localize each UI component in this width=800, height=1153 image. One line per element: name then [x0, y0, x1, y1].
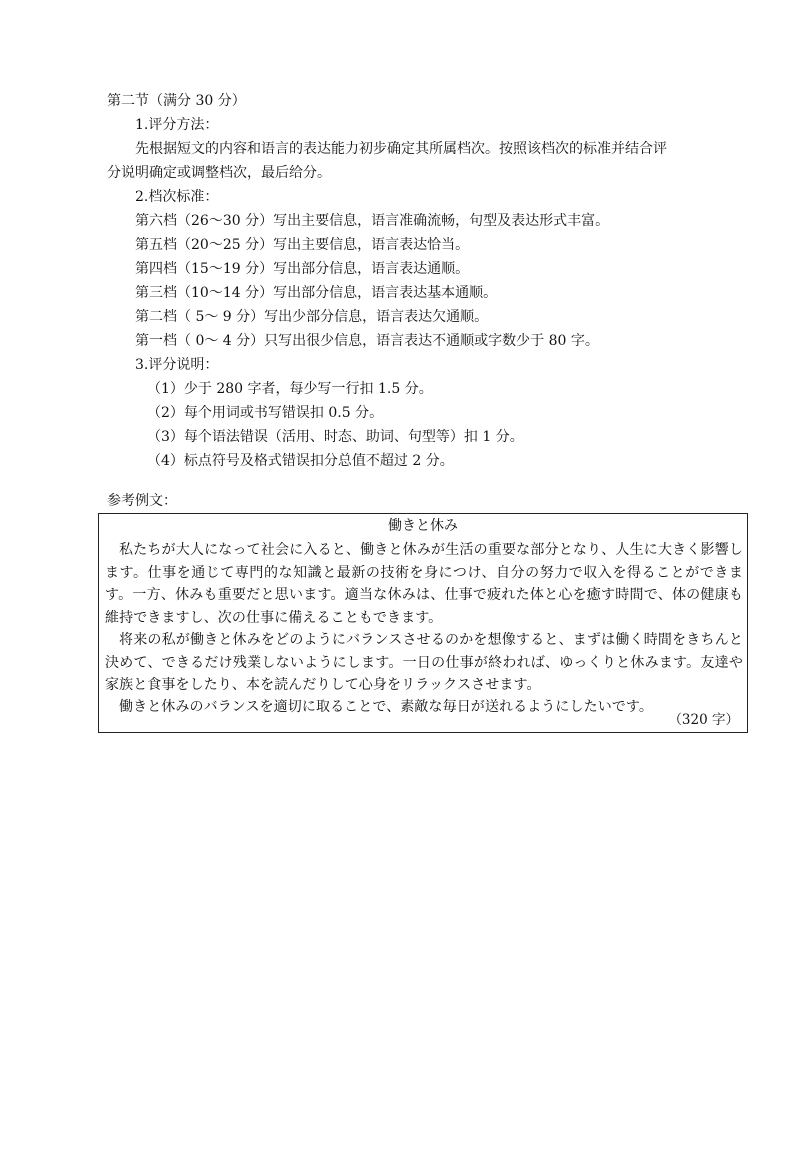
- note-item: （3）每个语法错误（活用、时态、助词、句型等）扣 1 分。: [147, 429, 524, 445]
- section-heading: 第二节（满分 30 分）: [107, 93, 246, 109]
- method-label: 1.评分方法：: [135, 117, 219, 133]
- word-count: （320 字）: [668, 712, 739, 728]
- level-item: 第五档（20～25 分）写出主要信息，语言表达恰当。: [135, 237, 470, 253]
- essay-paragraph: 働きと休みのバランスを適切に取ることで、素敵な毎日が送れるようにしたいです。: [119, 699, 653, 715]
- note-item: （1）少于 280 字者，每少写一行扣 1.5 分。: [147, 381, 433, 397]
- essay-paragraph: 将来の私が働きと休みをどのようにバランスさせるのかを想像すると、まずは働く時間をきちんと決めて、できるだけ残業しないようにします。一日の仕事が終われば、ゆっくりと休みます。友達や家族と食事をしたり、本を読んだりして心身をリラックスさせます。: [105, 632, 743, 693]
- level-item: 第四档（15～19 分）写出部分信息，语言表达通顺。: [135, 261, 470, 277]
- method-text-line2: 分说明确定或调整档次，最后给分。: [107, 165, 331, 181]
- essay-paragraph: 私たちが大人になって社会に入ると、働きと休みが生活の重要な部分となり、人生に大きく影響します。仕事を通じて専門的な知識と最新の技術を身につけ、自分の努力で収入を得ることができます。一方、休みも重要だと思います。適当な休みは、仕事で疲れた体と心を癒す時間で、体の健康も維持できますし、次の仕事に備えることもできます。: [105, 542, 743, 626]
- essay-title: 働きと休み: [388, 518, 458, 534]
- level-item: 第六档（26～30 分）写出主要信息，语言准确流畅，句型及表达形式丰富。: [135, 213, 610, 229]
- level-item: 第二档（ 5～ 9 分）写出少部分信息，语言表达欠通顺。: [135, 309, 489, 325]
- levels-label: 2.档次标准：: [135, 189, 219, 205]
- note-item: （4）标点符号及格式错误扣分总值不超过 2 分。: [147, 453, 454, 469]
- level-item: 第一档（ 0～ 4 分）只写出很少信息，语言表达不通顺或字数少于 80 字。: [135, 333, 599, 349]
- notes-label: 3.评分说明：: [135, 357, 219, 373]
- sample-essay-box: [98, 513, 748, 733]
- level-item: 第三档（10～14 分）写出部分信息，语言表达基本通顺。: [135, 285, 498, 301]
- note-item: （2）每个用词或书写错误扣 0.5 分。: [147, 405, 384, 421]
- sample-label: 参考例文：: [107, 493, 177, 509]
- method-text-line1: 先根据短文的内容和语言的表达能力初步确定其所属档次。按照该档次的标准并结合评: [135, 141, 667, 157]
